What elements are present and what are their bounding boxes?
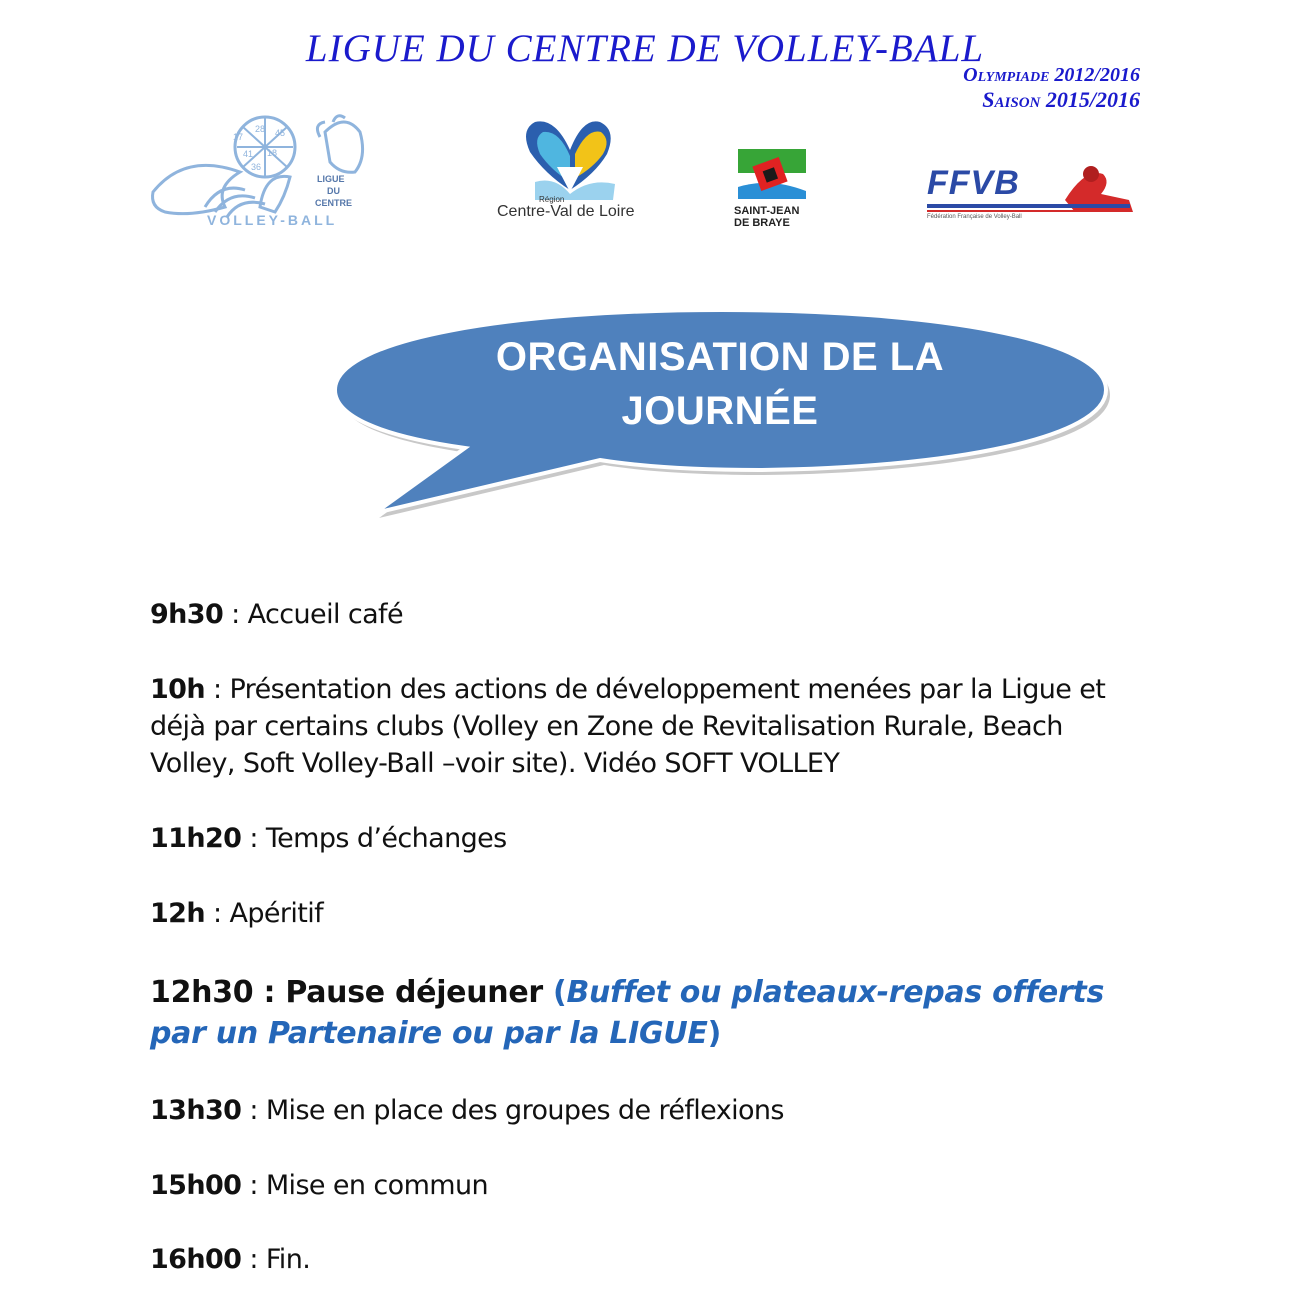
ligue-logo-bottom: VOLLEY-BALL xyxy=(207,212,338,228)
schedule-item xyxy=(150,1241,1140,1278)
schedule-time: 10h xyxy=(150,674,205,705)
schedule-sep: : xyxy=(205,898,230,929)
schedule-time: 9h30 xyxy=(150,599,224,630)
schedule-sep: : xyxy=(205,674,230,705)
ligue-logo-line2: DU xyxy=(327,186,340,196)
schedule-item xyxy=(150,1167,1140,1204)
lunch-note: Buffet ou plateaux-repas offerts par un Partenaire ou par la LIGUE xyxy=(150,975,1105,1051)
ligue-logo xyxy=(145,112,385,232)
league-title: LIGUE DU CENTRE DE VOLLEY-BALL xyxy=(305,27,985,70)
olympiade-label: Olympiade 2012/2016 xyxy=(963,64,1140,86)
schedule-time: 13h30 xyxy=(150,1095,242,1126)
schedule-text: Fin. xyxy=(265,1244,311,1275)
schedule-item xyxy=(150,596,1140,633)
schedule-sep: : xyxy=(241,1170,266,1201)
ffvb-logo xyxy=(925,160,1140,225)
schedule-sep: : xyxy=(241,823,266,854)
schedule-text: Mise en commun xyxy=(265,1170,488,1201)
svg-text:17: 17 xyxy=(233,132,244,142)
schedule-text: Accueil café xyxy=(247,599,403,630)
schedule-item xyxy=(150,895,1140,932)
schedule-item-lunch xyxy=(150,972,1140,1054)
page-title-line1: ORGANISATION DE LA xyxy=(495,335,945,379)
schedule-time: 16h00 xyxy=(150,1244,242,1275)
lunch-note-close: ) xyxy=(707,1016,722,1051)
page-title-line2: JOURNÉE xyxy=(621,389,819,433)
svg-text:45: 45 xyxy=(275,128,286,138)
schedule-sep: : xyxy=(241,1244,266,1275)
ligue-logo-line1: LIGUE xyxy=(317,174,345,184)
schedule-time: 12h xyxy=(150,898,205,929)
schedule-text: Temps d’échanges xyxy=(265,823,507,854)
saison-label: Saison 2015/2016 xyxy=(982,87,1140,112)
svg-text:28: 28 xyxy=(255,124,266,134)
schedule-text: Apéritif xyxy=(229,898,324,929)
ffvb-logo-full: Fédération Française de Volley-Ball xyxy=(927,214,1022,220)
schedule-time: 12h30 : Pause déjeuner xyxy=(150,975,543,1010)
schedule-sep: : xyxy=(223,599,248,630)
schedule-time: 15h00 xyxy=(150,1170,242,1201)
ligue-logo-line3: CENTRE xyxy=(315,198,353,208)
saint-jean-logo xyxy=(730,143,820,233)
svg-text:41: 41 xyxy=(243,149,254,159)
schedule-text: Présentation des actions de développement menées par la Ligue et déjà par certains clubs (Volley en Zone de Revitalisation Rurale, Beach Volley, Soft Volley-Ball –voir site). Vidéo SOFT VOLLEY xyxy=(150,674,1106,779)
region-logo-small: Région xyxy=(539,195,565,204)
ffvb-logo-name: FFVB xyxy=(927,164,1020,202)
saint-jean-line1: SAINT-JEAN xyxy=(734,205,800,217)
svg-text:18: 18 xyxy=(267,148,278,158)
region-logo xyxy=(495,112,645,224)
page-title xyxy=(420,330,1020,438)
svg-text:36: 36 xyxy=(251,162,262,172)
schedule-sep: : xyxy=(241,1095,266,1126)
schedule-item xyxy=(150,820,1140,857)
region-logo-name: Centre-Val de Loire xyxy=(497,203,635,220)
lunch-note-open: ( xyxy=(542,975,567,1010)
schedule-item xyxy=(150,671,1140,782)
schedule-text: Mise en place des groupes de réflexions xyxy=(265,1095,784,1126)
saint-jean-line2: DE BRAYE xyxy=(734,217,790,229)
schedule-time: 11h20 xyxy=(150,823,242,854)
schedule-item xyxy=(150,1092,1140,1129)
